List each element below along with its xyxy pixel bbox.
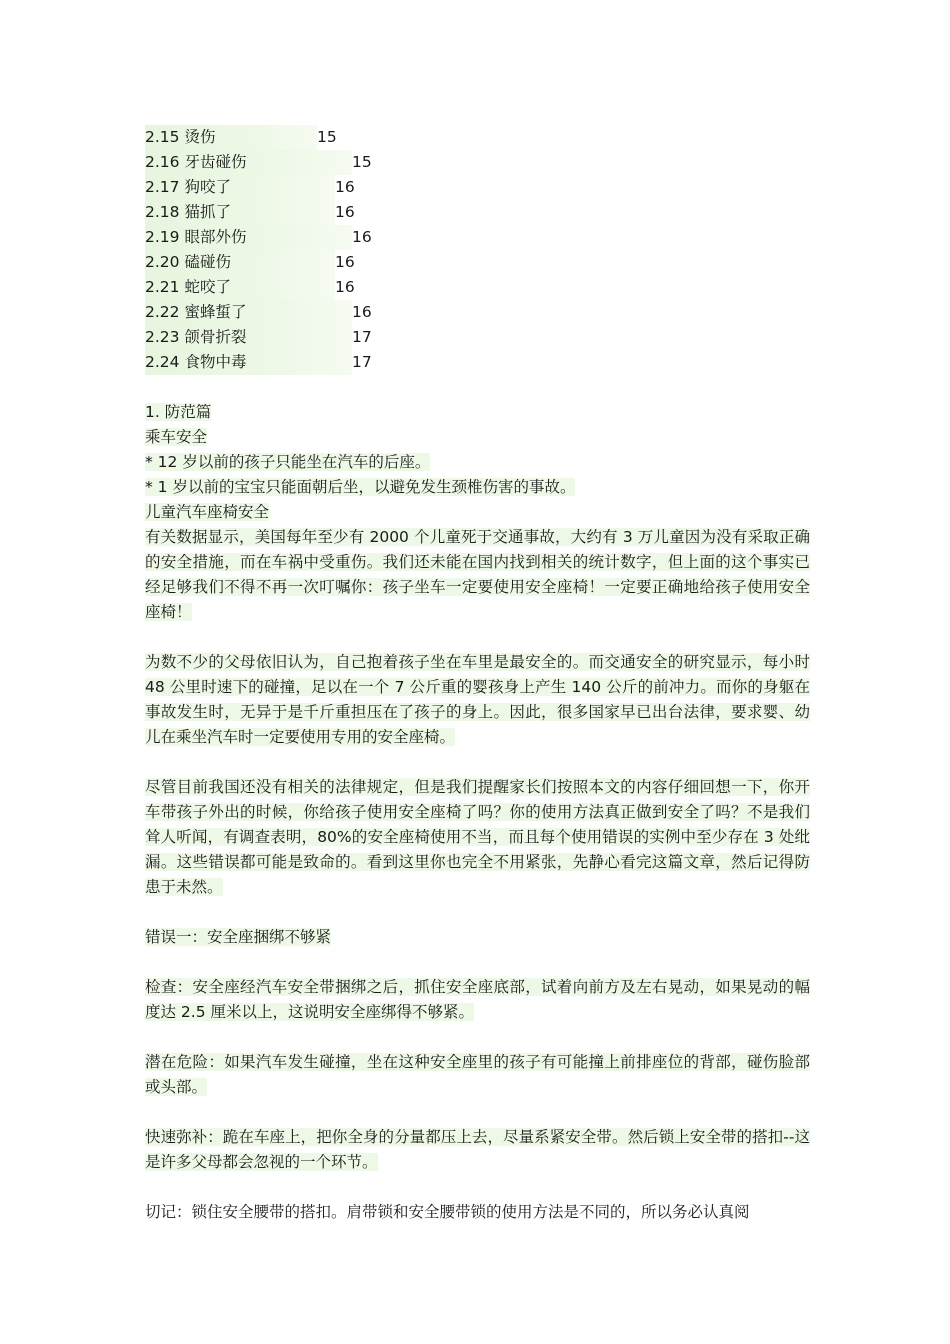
paragraph: 尽管目前我国还没有相关的法律规定，但是我们提醒家长们按照本文的内容仔细回想一下，你开车带孩子外出的时候，你给孩子使用安全座椅了吗？你的使用方法真正做到安全了吗？不是我们耸人听闻，有调查表明，80%的安全座椅使用不当，而且每个使用错误的实例中至少存在 3 处纰漏。这些错误都可能是致命的。看到这里你也完全不用紧张，先静心看完这篇文章，然后记得防患于未然。 bbox=[145, 778, 810, 896]
toc-entry-title: 2.16 牙齿碰伤 bbox=[145, 150, 352, 175]
paragraph: 快速弥补：跪在车座上，把你全身的分量都压上去，尽量系紧安全带。然后锁上安全带的搭扣--这是许多父母都会忽视的一个环节。 bbox=[145, 1128, 810, 1171]
blank-line bbox=[145, 625, 810, 650]
toc-entry-page: 16 bbox=[335, 178, 355, 196]
toc-entry-title: 2.21 蛇咬了 bbox=[145, 275, 335, 300]
toc-entry-title: 2.18 猫抓了 bbox=[145, 200, 335, 225]
error-heading: 错误一：安全座捆绑不够紧 bbox=[145, 928, 332, 946]
blank-line bbox=[145, 1100, 810, 1125]
paragraph: 检查：安全座经汽车安全带捆绑之后，抓住安全座底部，试着向前方及左右晃动，如果晃动的幅度达 2.5 厘米以上，这说明安全座绑得不够紧。 bbox=[145, 978, 810, 1021]
toc-entry-title: 2.23 颌骨折裂 bbox=[145, 325, 352, 350]
toc-entry bbox=[145, 200, 810, 225]
blank-line bbox=[145, 950, 810, 975]
toc-entry-title: 2.22 蜜蜂蜇了 bbox=[145, 300, 352, 325]
toc-entry-page: 16 bbox=[335, 253, 355, 271]
toc-entry-page: 16 bbox=[335, 278, 355, 296]
toc-entry-page: 16 bbox=[335, 203, 355, 221]
blank-line bbox=[145, 900, 810, 925]
table-of-contents bbox=[145, 125, 810, 375]
toc-entry bbox=[145, 300, 810, 325]
toc-entry-page: 15 bbox=[317, 128, 337, 146]
toc-entry bbox=[145, 275, 810, 300]
toc-entry bbox=[145, 350, 810, 375]
toc-entry-title: 2.24 食物中毒 bbox=[145, 350, 352, 375]
toc-entry bbox=[145, 225, 810, 250]
paragraph: 潜在危险：如果汽车发生碰撞，坐在这种安全座里的孩子有可能撞上前排座位的背部，碰伤脸部或头部。 bbox=[145, 1053, 810, 1096]
toc-entry-title: 2.19 眼部外伤 bbox=[145, 225, 352, 250]
document-body bbox=[145, 125, 810, 1225]
blank-line bbox=[145, 375, 810, 400]
paragraph: 为数不少的父母依旧认为，自己抱着孩子坐在车里是最安全的。而交通安全的研究显示，每小时 48 公里时速下的碰撞，足以在一个 7 公斤重的婴孩身上产生 140 公斤的前冲力。而你的身躯在事故发生时，无异于是千斤重担压在了孩子的身上。因此，很多国家早已出台法律，要求婴、幼儿在乘坐汽车时一定要使用专用的安全座椅。 bbox=[145, 653, 810, 746]
toc-entry bbox=[145, 150, 810, 175]
blank-line bbox=[145, 1175, 810, 1200]
toc-entry-title: 2.15 烫伤 bbox=[145, 125, 317, 150]
toc-entry-title: 2.17 狗咬了 bbox=[145, 175, 335, 200]
toc-entry bbox=[145, 325, 810, 350]
section-title: 1. 防范篇 bbox=[145, 403, 212, 421]
toc-entry-page: 17 bbox=[352, 353, 372, 371]
toc-entry bbox=[145, 250, 810, 275]
blank-line bbox=[145, 1025, 810, 1050]
toc-entry-page: 16 bbox=[352, 303, 372, 321]
blank-line bbox=[145, 750, 810, 775]
subsection-title: 儿童汽车座椅安全 bbox=[145, 503, 270, 521]
toc-entry-page: 15 bbox=[352, 153, 372, 171]
paragraph: 切记：锁住安全腰带的搭扣。肩带锁和安全腰带锁的使用方法是不同的，所以务必认真阅 bbox=[145, 1203, 750, 1221]
bullet-item: * 12 岁以前的孩子只能坐在汽车的后座。 bbox=[145, 453, 431, 471]
toc-entry bbox=[145, 125, 810, 150]
toc-entry-title: 2.20 磕碰伤 bbox=[145, 250, 335, 275]
bullet-item: * 1 岁以前的宝宝只能面朝后坐，以避免发生颈椎伤害的事故。 bbox=[145, 478, 576, 496]
toc-entry-page: 16 bbox=[352, 228, 372, 246]
paragraph: 有关数据显示，美国每年至少有 2000 个儿童死于交通事故，大约有 3 万儿童因为没有采取正确的安全措施，而在车祸中受重伤。我们还未能在国内找到相关的统计数字，但上面的这个事实已经足够我们不得不再一次叮嘱你：孩子坐车一定要使用安全座椅！一定要正确地给孩子使用安全座椅！ bbox=[145, 528, 810, 621]
subsection-title: 乘车安全 bbox=[145, 428, 208, 446]
toc-entry-page: 17 bbox=[352, 328, 372, 346]
toc-entry bbox=[145, 175, 810, 200]
